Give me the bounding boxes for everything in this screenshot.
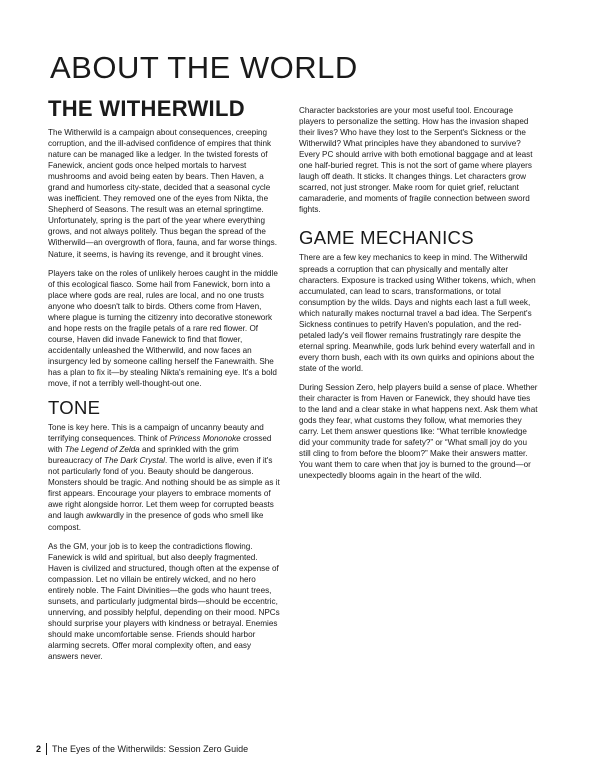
section-heading-game-mechanics: GAME MECHANICS [299,227,474,249]
right-column [299,97,539,489]
witherwild-paragraph-1: The Witherwild is a campaign about consequences, creeping corruption, and the ill-advised confidence of empires that think nature can be managed like a ledger. In the twisted forests of Fanewick, ancient gods once helped mortals to harvest mushrooms and avoid being eaten by bears. Then Haven, a grand and humorless city-state, decided that a seasonal cycle was inefficient. They removed one of the eyes from Nikta, the Shepherd of Seasons. The result was an eternal springtime. Unfortunately, spring is the part of the year where everything grows, and not always politely. Thus began the spread of the Witherwild—an overgrowth of flora, fauna, and far worse things. Nature, it seems, is having its revenge, and it brought vines. [48,128,277,259]
page-title: ABOUT THE WORLD [50,50,358,85]
mechanics-paragraph-2: During Session Zero, help players build a sense of place. Whether their character is from Haven or Fanewick, they should have ties to the land and a clear stake in what happens next. Ask them what gods they fear, what customs they follow, what memories they carry. Let them answer questions like: “What terrible knowledge did your community trade for safety?” or “What small joy do you still cling to from before the bloom?” Make their answers matter. You want them to care when that joy is burned to the ground—or unexpectedly blooms again in the heart of the wild. [299,382,538,481]
mechanics-paragraph-1: There are a few key mechanics to keep in mind. The Witherwild spreads a corruption that can physically and mentally alter characters. Exposure is tracked using Wither tokens, which, when accumulated, can lead to scars, transformations, or total consumption by the wilds. Days and nights each last a full week, which naturally makes nocturnal travel a bad idea. The Serpent's Sickness continues to petrify Haven's population, and the red-petaled lady's veil flower remains frustratingly rare despite the eternal spring. Meanwhile, gods lurk behind every waterfall and in every thorn bush, each with its own quirks and opinions about the state of the world. [299,253,536,373]
section-heading-tone: TONE [48,397,101,419]
page-footer [36,743,248,755]
section-heading-witherwild: THE WITHERWILD [48,96,245,121]
tone-paragraph-2: As the GM, your job is to keep the contradictions flowing. Fanewick is wild and spiritual, but also deeply fragmented. Haven is civilized and structured, though often at the expense of compassion. Let no villain be entirely wicked, and no hero entirely noble. The Faint Divinities—the gods who haunt trees, sunsets, and particularly judgmental birds—should be eccentric, unnerving, and possibly helpful, depending on their mood. NPCs should surprise your players with kindness or betrayal. Enemies should make uncomfortable sense. Friends should harbor alarming secrets. Offer moral complexity often, and easy answers never. [48,541,280,662]
tone-paragraph-1: Tone is key here. This is a campaign of uncanny beauty and terrifying consequences. Think of Princess Mononoke crossed with The Legend of Zelda and sprinkled with the grim bureaucracy of The Dark Crystal. The world is alive, even if it's not particularly fond of you. Beauty should be dangerous. Monsters should be tragic. And nothing should be as simple as it first appears. Encourage your players to embrace moments of awe right alongside horror. Let them weep for corrupted beasts and laugh awkwardly in the presence of gods who smell like compost. [48,423,280,532]
footer-divider [46,743,47,755]
footer-title: The Eyes of the Witherwilds: Session Zero Guide [52,744,249,754]
page-number: 2 [36,744,42,754]
tone-paragraph-3: Character backstories are your most useful tool. Encourage players to personalize the setting. How has the invasion shaped their lives? Who have they lost to the Serpent's Sickness or the Witherwild? What principles have they abandoned to survive? Every PC should arrive with both emotional baggage and at least one half-buried regret. This is not the sort of game where players laugh off death. It sticks. It changes things. Let characters grow scarred, not just stronger. Make room for quiet grief, reluctant camaraderie, and moments of fragile connection between sword fights. [299,106,533,215]
witherwild-paragraph-2: Players take on the roles of unlikely heroes caught in the middle of this ecological fiasco. Some hail from Fanewick, born into a place where gods are real, rules are local, and no one trusts anyone who doesn't talk to birds. Others come from Haven, where plague is turning the citizenry into decorative stonework and hope rests on the fragile petals of a rare red flower. Of course, Haven did invade Fanewick to find that flower, accidentally unleashed the Witherwild, and now faces an insurgency led by someone calling herself the Fanewraith. She has a plan to fix it—by stealing Nikta's remaining eye. It's a bold move, if not a terribly well-thought-out one. [48,268,278,389]
left-column [48,96,281,670]
